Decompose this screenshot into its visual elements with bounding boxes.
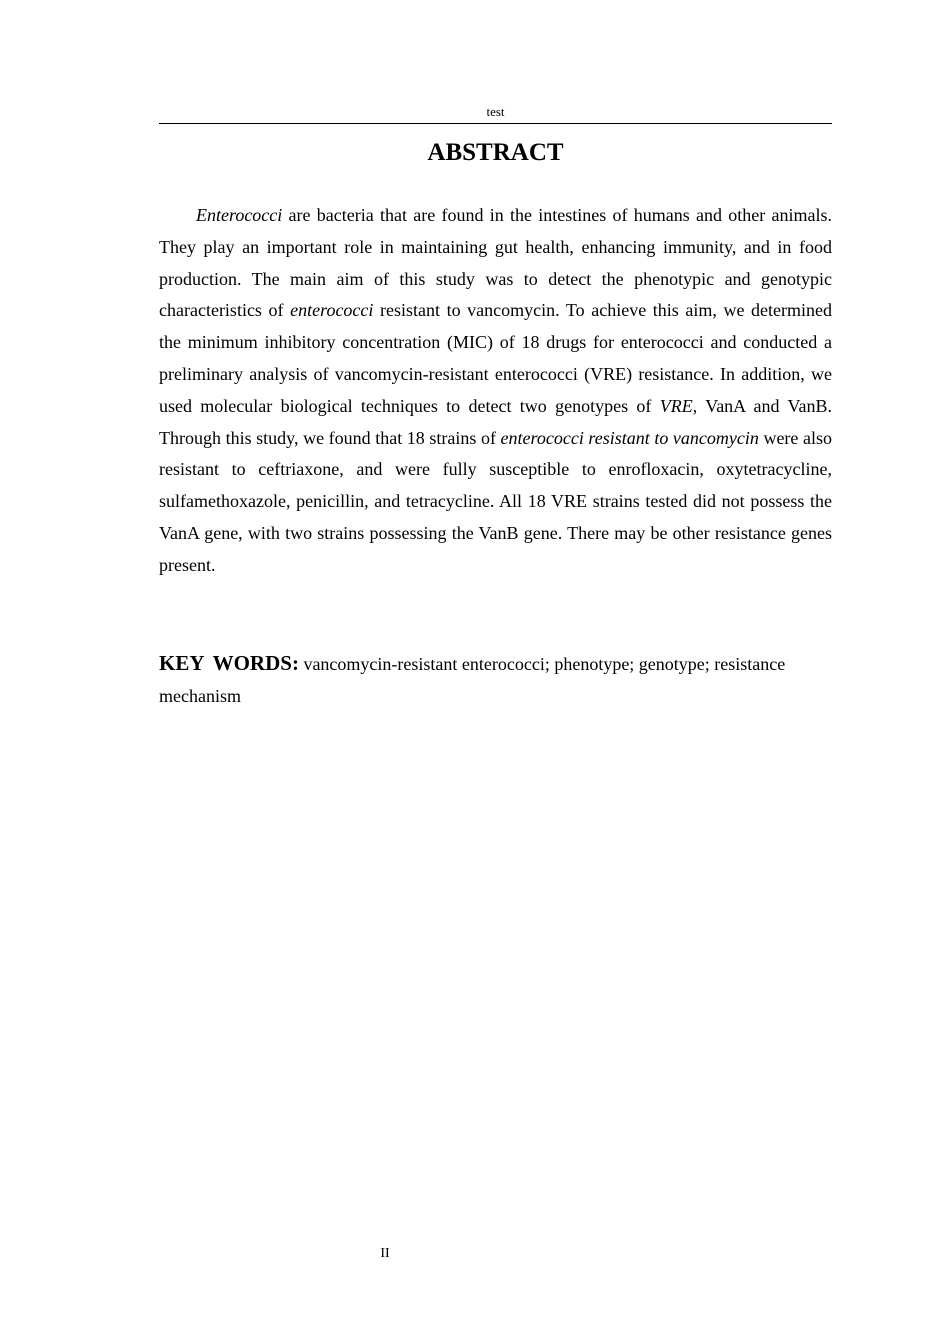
abstract-segment: are bacteria that are found in the intestines of humans and other animals. They play an important role in maintaining gut health, enhancing immunity, and in food production. The main aim of this study was to detect the phenotypic and genotypic characteristics of <box>159 205 832 321</box>
abstract-segment: , VanA and VanB. Through this study, we found that 18 strains of <box>159 395 832 448</box>
abstract-segment-italic: Enterococci <box>196 205 283 225</box>
keywords-label: KEY WORDS: <box>159 651 299 675</box>
keywords-text: vancomycin-resistant enterococci; phenotype; genotype; resistance mechanism <box>159 654 786 706</box>
page-number: II <box>380 1246 390 1261</box>
abstract-body <box>159 200 832 582</box>
running-header <box>159 104 832 124</box>
abstract-segment-italic: enterococci resistant to vancomycin <box>500 427 759 448</box>
abstract-segment-italic: VRE <box>659 395 693 416</box>
abstract-segment: resistant to vancomycin. To achieve this aim, we determined the minimum inhibitory concentration (MIC) of 18 drugs for enterococci and conducted a preliminary analysis of vancomycin-resistant enterococci (VRE) resistance. In addition, we used molecular biological techniques to detect two genotypes of <box>159 300 833 416</box>
keywords-section <box>159 647 832 712</box>
running-header-text: test <box>486 104 505 119</box>
abstract-segment: were also resistant to ceftriaxone, and were fully susceptible to enrofloxacin, oxytetracycline, sulfamethoxazole, penicillin, and tetracycline. All 18 VRE strains tested did not possess the VanA gene, with two strains possessing the VanB gene. There may be other resistance genes present. <box>159 427 832 575</box>
abstract-segment-italic: enterococci <box>290 300 374 321</box>
abstract-title: ABSTRACT <box>427 139 564 166</box>
